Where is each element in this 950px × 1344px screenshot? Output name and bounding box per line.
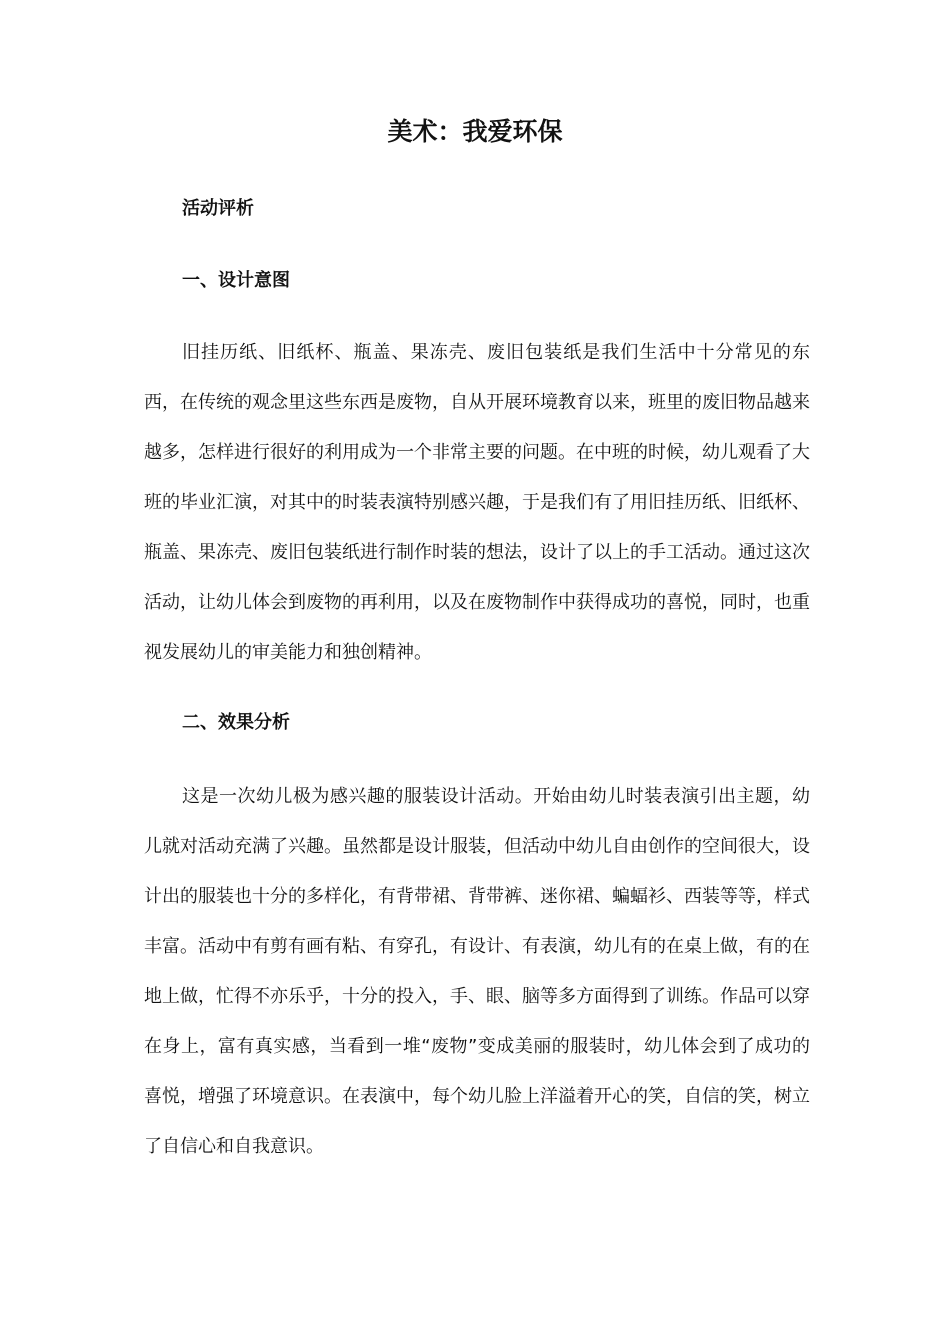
page-title: 美术：我爱环保 bbox=[387, 117, 563, 146]
paragraph-design-intent: 旧挂历纸、旧纸杯、瓶盖、果冻壳、废旧包装纸是我们生活中十分常见的东西，在传统的观念里这些东西是废物，自从开展环境教育以来，班里的废旧物品越来越多，怎样进行很好的利用成为一个非常主要的问题。在中班的时候，幼儿观看了大班的毕业汇演，对其中的时装表演特别感兴趣，于是我们有了用旧挂历纸、旧纸杯、瓶盖、果冻壳、废旧包装纸进行制作时装的想法，设计了以上的手工活动。通过这次活动，让幼儿体会到废物的再利用，以及在废物制作中获得成功的喜悦，同时，也重视发展幼儿的审美能力和独创精神。 bbox=[144, 342, 810, 663]
section-heading-activity-analysis: 活动评析 bbox=[182, 198, 254, 219]
heading-effect-analysis: 二、效果分析 bbox=[182, 712, 290, 733]
paragraph-effect-analysis: 这是一次幼儿极为感兴趣的服装设计活动。开始由幼儿时装表演引出主题，幼儿就对活动充满了兴趣。虽然都是设计服装，但活动中幼儿自由创作的空间很大，设计出的服装也十分的多样化，有背带裙、背带裤、迷你裙、蝙蝠衫、西装等等，样式丰富。活动中有剪有画有粘、有穿孔，有设计、有表演，幼儿有的在桌上做，有的在地上做，忙得不亦乐乎，十分的投入，手、眼、脑等多方面得到了训练。作品可以穿在身上，富有真实感，当看到一堆“废物”变成美丽的服装时，幼儿体会到了成功的喜悦，增强了环境意识。在表演中，每个幼儿脸上洋溢着开心的笑，自信的笑，树立了自信心和自我意识。 bbox=[144, 786, 810, 1157]
heading-design-intent: 一、设计意图 bbox=[182, 270, 290, 291]
